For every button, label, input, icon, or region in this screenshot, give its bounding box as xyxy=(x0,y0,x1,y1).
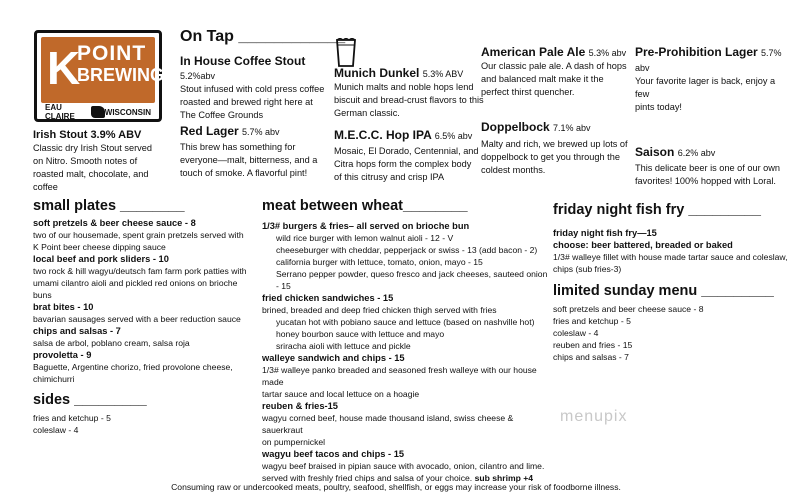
chicken-item: honey bourbon sauce with lettuce and mayo xyxy=(276,329,445,339)
beer-name: Irish Stout 3.9% ABV xyxy=(33,129,142,141)
beer-desc: Your favorite lager is back, enjoy a few pints today! xyxy=(635,76,776,112)
small-plates-heading: small plates ________ xyxy=(33,198,185,214)
beer-name: Pre-Prohibition Lager 5.7% abv xyxy=(635,45,782,73)
beer-saison xyxy=(635,145,790,188)
logo-point: POINT xyxy=(77,42,147,65)
beer-desc: Malty and rich, we brewed up lots of doppelbock to get you through the coldest months. xyxy=(481,139,628,175)
menu-item-name: brat bites - 10 xyxy=(33,302,94,312)
beer-irish-stout xyxy=(33,128,168,194)
sunday-list xyxy=(553,303,789,363)
walleye-heading: walleye sandwich and chips - 15 xyxy=(262,353,405,363)
burger-item: wild rice burger with lemon walnut aioli - 12 - V xyxy=(276,233,454,243)
beer-desc: This delicate beer is one of our own favorites! 100% hopped with Loral. xyxy=(635,163,781,186)
beer-coffee-stout xyxy=(180,54,340,122)
sunday-heading: limited sunday menu _________ xyxy=(553,283,774,299)
chicken-item: yucatan hot with pobiano sauce and lettuce (based on nashville hot) xyxy=(276,317,535,327)
menupix-watermark: menupix xyxy=(560,408,628,425)
beer-desc: Our classic pale ale. A dash of hops and balanced malt make it the perfect thirst quencher. xyxy=(481,61,627,97)
fish-fry-section xyxy=(553,202,789,275)
sides-list xyxy=(33,412,233,436)
beer-name: In House Coffee Stout 5.2%abv xyxy=(180,54,306,81)
small-plates-section xyxy=(33,198,255,385)
sides-heading: sides _________ xyxy=(33,392,147,408)
beer-name: American Pale Ale 5.3% abv xyxy=(481,45,627,59)
sunday-item: coleslaw - 4 xyxy=(553,328,599,338)
walleye-desc: 1/3# walleye panko breaded and seasoned fresh walleye with our house made tartar sauce and local lettuce on a hoagie xyxy=(262,365,537,399)
logo-location xyxy=(39,105,157,119)
wisconsin-icon xyxy=(91,106,104,118)
beer-munich-dunkel xyxy=(334,66,484,120)
logo-badge xyxy=(41,37,164,103)
fish-fry-choose: choose: beer battered, breaded or baked xyxy=(553,240,733,250)
burger-list xyxy=(262,232,552,292)
fish-fry-heading: friday night fish fry _________ xyxy=(553,202,761,218)
beer-red-lager xyxy=(180,124,330,180)
chicken-item: sriracha aioli with lettuce and pickle xyxy=(276,341,411,351)
on-tap-heading: On Tap ____________ xyxy=(180,28,346,45)
chicken-heading: fried chicken sandwiches - 15 xyxy=(262,293,394,303)
beer-desc: Classic dry Irish Stout served on Nitro. Smooth notes of roasted malt, chocolate, and coffee xyxy=(33,143,152,192)
burger-item: cheeseburger with cheddar, pepperjack or swiss - 13 (add bacon - 2) xyxy=(276,245,538,255)
sunday-menu-section xyxy=(553,283,789,363)
foodborne-illness-disclaimer: Consuming raw or undercooked meats, poultry, seafood, shellfish, or eggs may increase your risk of foodborne illness. xyxy=(171,482,621,492)
menu-item-name: soft pretzels & beer cheese sauce - 8 xyxy=(33,218,196,228)
reuben-desc: wagyu corned beef, house made thousand island, swiss cheese & sauerkraut on pumpernickel xyxy=(262,413,514,447)
chicken-list xyxy=(262,316,552,352)
sides-section xyxy=(33,392,233,436)
beer-name: Saison 6.2% abv xyxy=(635,145,716,159)
sub-shrimp-note: sub shrimp +4 xyxy=(474,473,534,483)
logo-k: K xyxy=(47,42,81,94)
menu-item-desc: two rock & hill wagyu/deutsch fam farm pork patties with umami cilantro aioli and pickled red onions on brioche buns xyxy=(33,266,247,300)
menu-item-name: provoletta - 9 xyxy=(33,350,92,360)
fish-fry-desc: 1/3# walleye fillet with house made tartar sauce and coleslaw, chips (sub fries-3) xyxy=(553,252,788,274)
burgers-heading: 1/3# burgers & fries– all served on brioche bun xyxy=(262,221,470,231)
meat-between-wheat-section xyxy=(262,198,552,484)
beer-name: Doppelbock 7.1% abv xyxy=(481,120,591,134)
fish-fry-title: friday night fish fry—15 xyxy=(553,228,657,238)
sunday-item: soft pretzels and beer cheese sauce - 8 xyxy=(553,304,704,314)
beer-doppelbock xyxy=(481,120,631,177)
menu-item-name: chips and salsas - 7 xyxy=(33,326,121,336)
meat-heading: meat between wheat________ xyxy=(262,198,468,214)
logo-state: WISCONSIN xyxy=(104,107,151,117)
beer-name: Red Lager 5.7% abv xyxy=(180,124,280,138)
menu-item-name: local beef and pork sliders - 10 xyxy=(33,254,169,264)
beer-american-pale-ale xyxy=(481,45,631,99)
beer-desc: Mosaic, El Dorado, Centennial, and Citra hops form the complex body of this citrusy and crisp IPA xyxy=(334,146,479,182)
sunday-item: fries and ketchup - 5 xyxy=(553,316,631,326)
menu-item-desc: Baguette, Argentine chorizo, fried provolone cheese, chimichurri xyxy=(33,362,233,384)
beer-mecc-hop-ipa xyxy=(334,128,484,184)
beer-pre-prohibition-lager xyxy=(635,45,790,114)
menu-item-desc: two of our housemade, spent grain pretzels served with K Point beer cheese dipping sauce xyxy=(33,230,244,252)
k-point-logo xyxy=(34,30,162,122)
beer-desc: Munich malts and noble hops lend biscuit and bread-crust flavors to this German classic. xyxy=(334,82,484,118)
beer-name: M.E.C.C. Hop IPA 6.5% abv xyxy=(334,128,473,142)
tacos-heading: wagyu beef tacos and chips - 15 xyxy=(262,449,405,459)
reuben-heading: reuben & fries-15 xyxy=(262,401,338,411)
sunday-item: reuben and fries - 15 xyxy=(553,340,633,350)
menu-item-desc: bavarian sausages served with a beer reduction sauce xyxy=(33,314,241,324)
beer-name: Munich Dunkel 5.3% ABV xyxy=(334,66,464,80)
beer-desc: This brew has something for everyone—malt, bitterness, and a touch of smoke. A flavorful pint! xyxy=(180,142,318,178)
burger-item: california burger with lettuce, tomato, onion, mayo - 15 xyxy=(276,257,483,267)
chicken-desc: brined, breaded and deep fried chicken thigh served with fries xyxy=(262,305,497,315)
side-item: fries and ketchup - 5 xyxy=(33,413,111,423)
menu-item-desc: salsa de arbol, poblano cream, salsa roja xyxy=(33,338,190,348)
side-item: coleslaw - 4 xyxy=(33,425,79,435)
logo-brewing: BREWING xyxy=(77,65,164,85)
logo-city: EAU CLAIRE xyxy=(45,103,75,121)
sunday-item: chips and salsas - 7 xyxy=(553,352,629,362)
tacos-desc: wagyu beef braised in pipian sauce with avocado, onion, cilantro and lime. served with freshly fried chips and salsa of your choice. sub shrimp +4 xyxy=(262,461,545,483)
beer-desc: Stout infused with cold press coffee roasted and brewed right here at The Coffee Grounds xyxy=(180,84,325,120)
burger-item: Serrano pepper powder, queso fresco and jack cheeses, sauteed onion - 15 xyxy=(276,269,548,291)
